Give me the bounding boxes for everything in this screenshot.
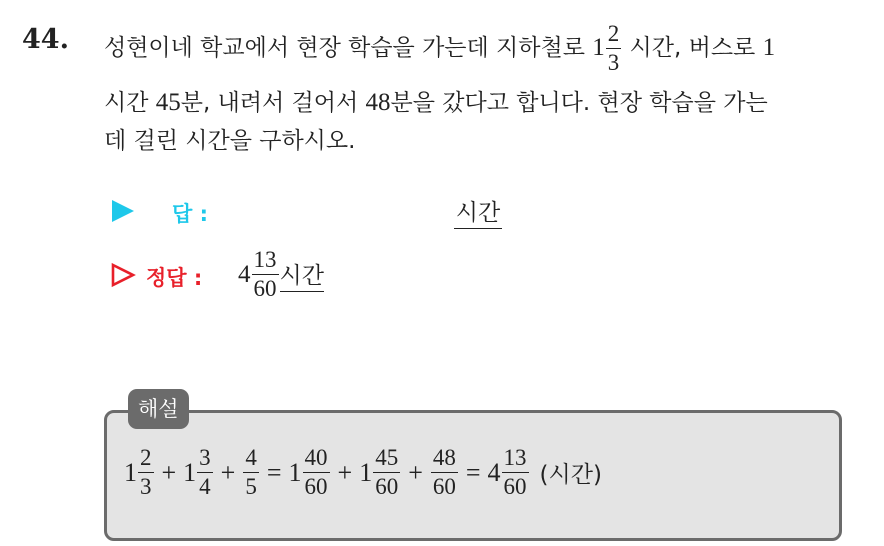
question-text-1b: 시간, 버스로 [622, 35, 763, 62]
term-denominator: 4 [199, 474, 211, 500]
question-line-1 [104, 22, 775, 75]
question-text-2c: 분을 갔다고 합니다. 현장 학습을 가는 [390, 90, 768, 116]
term-numerator: 45 [375, 445, 399, 470]
term-denominator: 60 [304, 474, 328, 500]
term-fraction [197, 446, 213, 499]
fraction-denominator: 3 [607, 50, 620, 76]
term-whole: 1 [359, 457, 373, 487]
question-fraction [606, 22, 622, 75]
question-text-1: 성현이네 학교에서 현장 학습을 가는데 지하철로 [104, 35, 593, 62]
term-numerator: 40 [304, 445, 328, 470]
term-numerator: 48 [432, 445, 456, 470]
answer-unit: 시간 [454, 194, 502, 229]
term-numerator: 3 [199, 445, 211, 470]
answer-label: 답 : [172, 202, 208, 226]
term-numerator: 4 [245, 445, 257, 470]
correct-numerator: 13 [253, 247, 277, 272]
correct-whole: 4 [238, 260, 251, 288]
term-fraction [502, 446, 529, 499]
term-whole: 1 [124, 457, 137, 487]
term-fraction [373, 446, 400, 499]
unit-suffix: (시간) [539, 462, 602, 489]
operator: = [465, 457, 481, 487]
explanation-tab: 해설 [128, 389, 189, 429]
operator: = [266, 457, 282, 487]
operator: + [220, 457, 236, 487]
term-fraction [243, 446, 259, 499]
correct-arrow-icon [110, 262, 136, 292]
term-denominator: 60 [375, 474, 399, 500]
question-text-2b: 분, 내려서 걸어서 [180, 90, 366, 116]
question-text-2a: 시간 [104, 90, 156, 116]
correct-value [238, 248, 324, 301]
term-denominator: 60 [432, 474, 456, 500]
term-denominator: 60 [503, 474, 527, 500]
term-numerator: 2 [140, 445, 152, 470]
question-number: 44. [22, 24, 69, 55]
term-numerator: 13 [503, 445, 527, 470]
question-line-3: 데 걸린 시간을 구하시오. [104, 128, 356, 154]
operator: + [337, 457, 353, 487]
correct-label: 정답 : [146, 266, 203, 290]
term-fraction [138, 446, 154, 499]
fraction-numerator: 2 [607, 21, 620, 46]
explanation-equation [124, 446, 609, 499]
correct-unit: 시간 [280, 257, 324, 292]
minutes-48: 48 [365, 89, 391, 116]
mixed-whole: 1 [592, 34, 605, 62]
correct-fraction [252, 248, 279, 301]
term-denominator: 3 [140, 474, 152, 500]
term-fraction [431, 446, 458, 499]
term-denominator: 5 [245, 474, 257, 500]
operator: + [408, 457, 423, 487]
term-whole: 1 [183, 457, 197, 487]
correct-denominator: 60 [253, 276, 277, 302]
term-whole: 4 [487, 457, 501, 487]
answer-arrow-icon [110, 198, 136, 228]
minutes-45: 45 [155, 89, 181, 116]
term-whole: 1 [288, 457, 302, 487]
operator: + [161, 457, 177, 487]
question-line-2 [104, 84, 768, 117]
term-fraction [303, 446, 330, 499]
question-number-1: 1 [762, 34, 776, 62]
